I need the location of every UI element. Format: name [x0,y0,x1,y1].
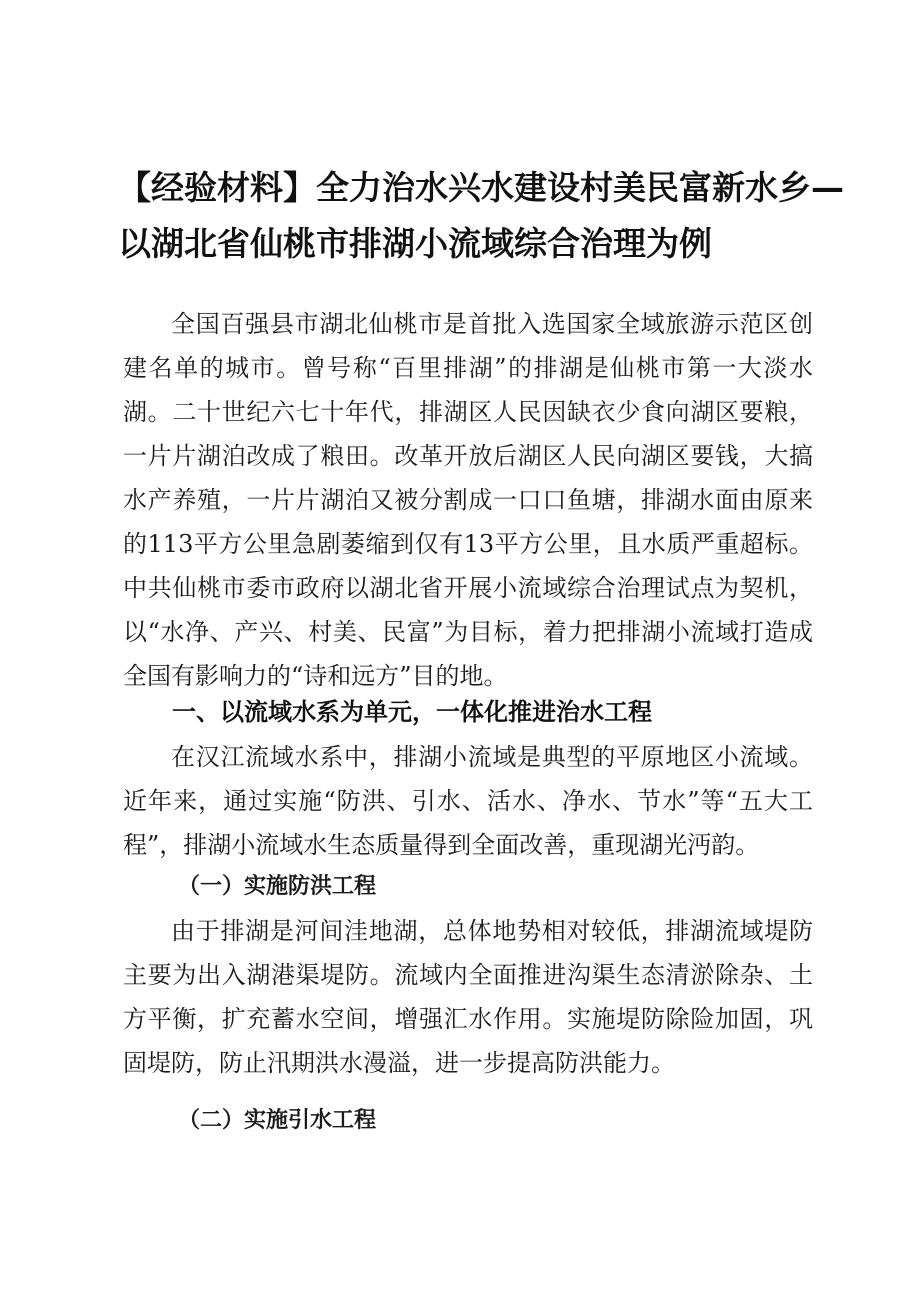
title-line-1: 【经验材料】全力治水兴水建设村美民富新水乡— [118,168,844,207]
subsection-heading-2: （二）实施引水工程 [178,1107,377,1133]
subsection1-paragraph: 由于排湖是河间洼地湖，总体地势相对较低，排湖流域堤防主要为出入湖港渠堤防。流域内全面推进沟渠生态清淤除杂、土方平衡，扩充蓄水空间，增强汇水作用。实施堤防除险加固，巩固堤防，防止汛期洪水漫溢，进一步提高防洪能力。 [123,917,813,1077]
document-title [118,160,844,272]
subsection-heading-1: （一）实施防洪工程 [178,873,377,899]
intro-paragraph: 全国百强县市湖北仙桃市是首批入选国家全域旅游示范区创建名单的城市。曾号称“百里排湖”的排湖是仙桃市第一大淡水湖。二十世纪六七十年代，排湖区人民因缺衣少食向湖区要粮，一片片湖泊改成了粮田。改革开放后湖区人民向湖区要钱，大搞水产养殖，一片片湖泊又被分割成一口口鱼塘，排湖水面由原来的113平方公里急剧萎缩到仅有13平方公里，且水质严重超标。中共仙桃市委市政府以湖北省开展小流域综合治理试点为契机，以“水净、产兴、村美、民富”为目标，着力把排湖小流域打造成全国有影响力的“诗和远方”目的地。 [123,310,813,690]
section1-paragraph: 在汉江流域水系中，排湖小流域是典型的平原地区小流域。近年来，通过实施“防洪、引水、活水、净水、节水”等“五大工程”，排湖小流域水生态质量得到全面改善，重现湖光沔韵。 [123,743,813,859]
section-heading-1: 一、以流域水系为单元，一体化推进治水工程 [172,698,652,726]
title-line-2: 以湖北省仙桃市排湖小流域综合治理为例 [118,224,712,263]
